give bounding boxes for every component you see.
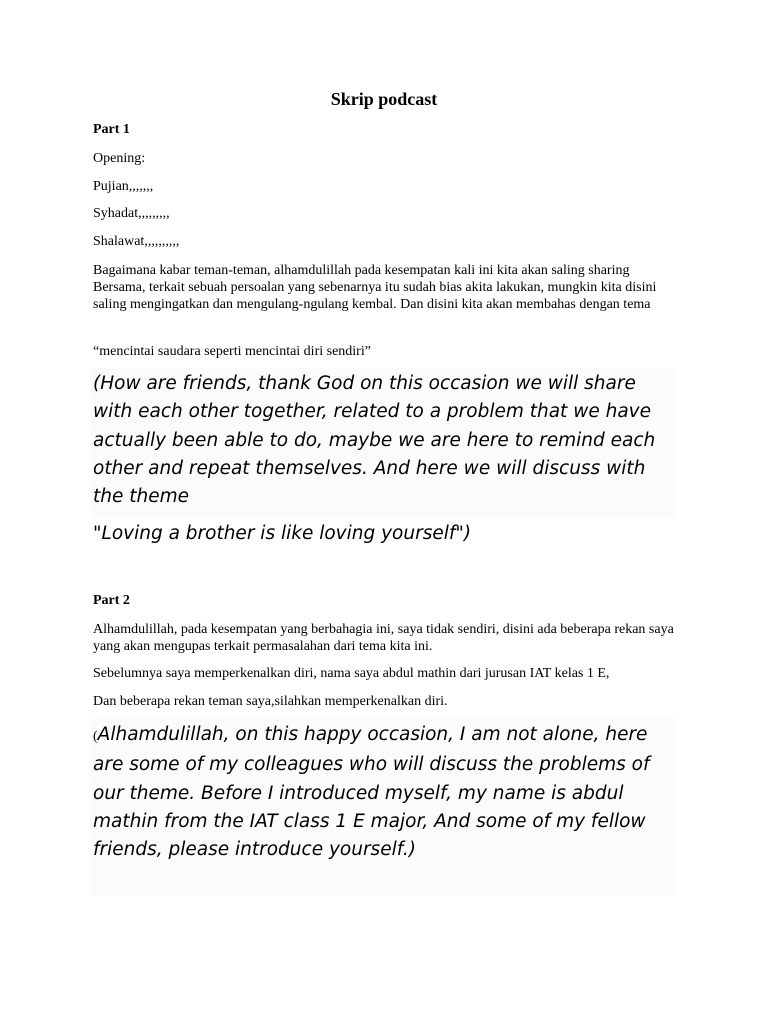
part-2-heading: Part 2 (93, 593, 130, 608)
translation-open-paren: ( (93, 729, 98, 744)
part-2-translation (91, 718, 676, 896)
document-title: Skrip podcast (330, 89, 438, 109)
part-2-translation-paragraph: Alhamdulillah, on this happy occasion, I am not alone, here are some of my colleagues who will discuss the problems of our theme. Before I introduced myself, my name is abdul mathin from the IAT class 1 E major, And some of my fellow friends, please introduce yourself.) (93, 724, 650, 861)
part-2-translation-text (93, 718, 676, 864)
part-1-translation-paragraph: (How are friends, thank God on this occasion we will share with each other together, related to a problem that we have actually been able to do, maybe we are here to remind each other and repeat themselves. And here we will discuss with the theme (93, 373, 656, 508)
opening-label: Opening: (93, 151, 146, 166)
part-1-translation (91, 368, 676, 545)
theme-quote: “mencintai saudara seperti mencintai diri sendiri” (93, 344, 371, 359)
part-1-heading: Part 1 (93, 122, 130, 137)
colleagues-line: Dan beberapa rekan teman saya,silahkan memperkenalkan diri. (93, 694, 448, 709)
part-1-translation-quote: "Loving a brother is like loving yourself") (93, 523, 472, 545)
shalawat-line: Shalawat,,,,,,,,,, (93, 234, 180, 249)
introduction-line: Sebelumnya saya memperkenalkan diri, nama saya abdul mathin dari jurusan IAT kelas 1 E, (93, 666, 610, 681)
pujian-line: Pujian,,,,,,, (93, 179, 154, 194)
syhadat-line: Syhadat,,,,,,,,, (93, 206, 170, 221)
part-1-paragraph: Bagaimana kabar teman-teman, alhamdulillah pada kesempatan kali ini kita akan saling sharing Bersama, terkait sebuah persoalan yang sebenarnya itu sudah bias akita lakukan, mungkin kita disini saling mengingatkan dan mengulang-ngulang kembal. Dan disini kita akan membahas dengan tema (93, 263, 657, 312)
part-2-paragraph: Alhamdulillah, pada kesempatan yang berbahagia ini, saya tidak sendiri, disini ada beberapa rekan saya yang akan mengupas terkait permasalahan dari tema kita ini. (93, 622, 674, 654)
